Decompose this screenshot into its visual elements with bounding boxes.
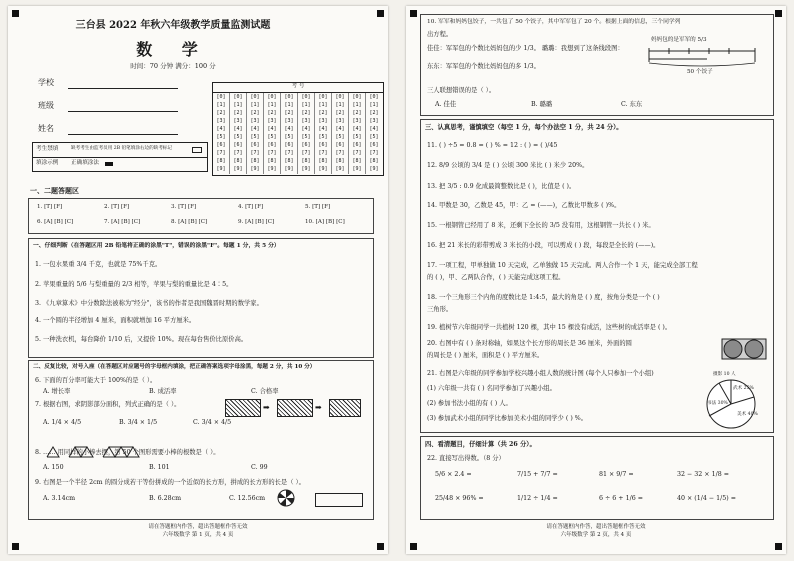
grid-column[interactable]: [0] [1] [2] [3] [4] [5] [6] [7] [8] [9] bbox=[281, 93, 298, 174]
example-label: 填涂示例 bbox=[36, 160, 59, 166]
choice-option: B. 6.28cm bbox=[149, 495, 182, 502]
example-text: 正确填涂法 bbox=[71, 160, 99, 166]
answer-item[interactable]: 5. [T] [F] bbox=[305, 204, 331, 210]
question-10-box bbox=[420, 14, 774, 116]
grid-column[interactable]: [0] [1] [2] [3] [4] [5] [6] [7] [8] [9] bbox=[298, 93, 315, 174]
answer-item[interactable]: 3. [T] [F] bbox=[171, 204, 197, 210]
grid-column[interactable]: [0] [1] [2] [3] [4] [5] [6] [7] [8] [9] bbox=[213, 93, 230, 174]
registration-mark bbox=[12, 543, 19, 550]
calc-item: 25/48 × 96% = bbox=[435, 495, 484, 502]
fill-item: 20. 右图中有 ( ) 条对称轴，如果这个长方形的周长是 36 厘米，外面的圆 bbox=[427, 340, 632, 347]
grid-header: 考 号 bbox=[213, 83, 383, 93]
q22-title: 22. 直接写出得数。（8 分） bbox=[427, 455, 505, 462]
choice-option: A. 3.14cm bbox=[43, 495, 76, 502]
subject-title: 数 学 bbox=[136, 40, 210, 59]
fill-item: 13. 把 3/5 : 0.9 化成最简整数比是 ( )，比值是 ( )。 bbox=[427, 183, 576, 190]
name-label: 姓名 bbox=[38, 124, 54, 133]
fill-item: 的 ( )，甲、乙两队合作，( ) 天能完成这项工程。 bbox=[427, 274, 565, 281]
registration-mark bbox=[775, 10, 782, 17]
hatched-rectangle-figure bbox=[277, 399, 313, 417]
fill-item: 的周长是 ( ) 厘米，面积是 ( ) 平方厘米。 bbox=[427, 352, 544, 359]
segment-diagram bbox=[647, 47, 757, 67]
judge-item: 5. 一种洗衣机，每台降价 1/10 后，又提价 10%。现在每台售价比原价高。 bbox=[35, 336, 248, 343]
section-choice-title: 二、反复比较，对号入座（在答题区对应题号的字母框内填涂，把正确答案选项字母涂黑，每题 2 分，共 10 分） bbox=[33, 364, 316, 370]
choice-option: B. 3/4 × 1/5 bbox=[119, 419, 158, 426]
triangle-sticks-figure bbox=[45, 445, 145, 459]
choice-option: A. 150 bbox=[43, 464, 64, 471]
arrow-icon: ➡ bbox=[315, 403, 322, 412]
section-judge bbox=[28, 238, 374, 358]
fill-item: 19. 植树节六年级同学一共植树 120 棵，其中 15 棵没有成活，这些树的成活率是 ( )。 bbox=[427, 324, 672, 331]
answer-item[interactable]: 2. [T] [F] bbox=[104, 204, 130, 210]
fill-item: 21. 右图是六年级的同学参加学校兴趣小组人数的统计图 (每个人只参加一个小组) bbox=[427, 370, 654, 377]
judge-item: 2. 苹果重量的 5/6 与梨重量的 2/3 相等，苹果与梨的重量比是 4∶5。 bbox=[35, 281, 233, 288]
choice-option: C. 合格率 bbox=[251, 388, 279, 395]
calc-item: 7/15 + 7/7 = bbox=[517, 471, 558, 478]
exam-title: 三台县 2022 年秋六年级教学质量监测试题 bbox=[75, 20, 271, 31]
exam-page-1 bbox=[8, 6, 388, 554]
pie-label: 武术 25% bbox=[733, 386, 754, 391]
section-calc-title: 四、看清题目，仔细计算（共 26 分）。 bbox=[425, 441, 536, 448]
calc-item: 5/6 × 2.4 = bbox=[435, 471, 472, 478]
calc-item: 81 × 9/7 = bbox=[599, 471, 634, 478]
line-diagram-label: 妈妈包的是军军的 5/3 bbox=[651, 37, 707, 43]
section-judge-title: 一、仔细判断（在答题区用 2B 铅笔将正确的涂黑"T"，错误的涂黑"F"。每题 1 分，共 5 分） bbox=[33, 243, 280, 249]
calc-item: 32 − 32 × 1/8 = bbox=[677, 471, 729, 478]
choice-option: C. 3/4 × 4/5 bbox=[193, 419, 232, 426]
fill-item: 三角形。 bbox=[427, 306, 453, 313]
answer-area[interactable] bbox=[28, 198, 374, 234]
notice-label: 考生禁填 bbox=[36, 146, 59, 152]
choice-option: A. 1/4 × 4/5 bbox=[43, 419, 82, 426]
registration-mark bbox=[775, 543, 782, 550]
choice-option: B. 101 bbox=[149, 464, 170, 471]
circle-sectors-figure bbox=[277, 489, 295, 507]
q10-line: 三人联想错误的是（ ）。 bbox=[427, 87, 496, 94]
fill-item: 17. 一项工程，甲单独做 10 天完成，乙单独做 15 天完成。两人合作一个 1 天，能完成全部工程 bbox=[427, 262, 698, 269]
pie-label: 美术 40% bbox=[737, 412, 758, 417]
calc-item: 1/12 ÷ 1/4 = bbox=[517, 495, 558, 502]
page-number: 六年级数学 第 2 页，共 4 页 bbox=[560, 532, 632, 538]
answer-item[interactable]: 8. [A] [B] [C] bbox=[171, 219, 208, 225]
filled-example-mark bbox=[105, 162, 113, 166]
fill-item: (3) 参加武术小组的同学比参加美术小组的同学少 ( ) %。 bbox=[427, 415, 588, 422]
grid-column[interactable]: [0] [1] [2] [3] [4] [5] [6] [7] [8] [9] bbox=[230, 93, 247, 174]
answer-item[interactable]: 6. [A] [B] [C] bbox=[37, 219, 74, 225]
name-input-line[interactable] bbox=[68, 134, 178, 135]
answer-item[interactable]: 9. [A] [B] [C] bbox=[238, 219, 275, 225]
footer-notice: 请在答题框内作答，超出答题框作答无效 bbox=[546, 524, 646, 530]
section-fill-title: 三、认真思考，谨慎填空（每空 1 分，每个办法空 1 分，共 24 分）。 bbox=[425, 124, 623, 131]
fill-item: 16. 把 21 米长的彩带剪成 3 米长的小段，可以剪成 ( ) 段，每段是全长的 (——)。 bbox=[427, 242, 660, 249]
fill-item: 12. 8/9 公顷的 3/4 是 ( ) 公顷 300 米比 ( ) 米少 20%。 bbox=[427, 162, 589, 169]
choice-question: 7. 根据右图，求阴影部分面积，列式正确的是（ ）。 bbox=[35, 401, 181, 408]
grid-column[interactable]: [0] [1] [2] [3] [4] [5] [6] [7] [8] [9] bbox=[315, 93, 332, 174]
class-input-line[interactable] bbox=[68, 111, 178, 112]
fill-item: (1) 六年级一共有 ( ) 名同学参加了兴趣小组。 bbox=[427, 385, 556, 392]
grid-column[interactable]: [0] [1] [2] [3] [4] [5] [6] [7] [8] [9] bbox=[349, 93, 366, 174]
q10-option: C. 东东 bbox=[621, 101, 643, 108]
pie-label: 书法 30% bbox=[707, 401, 728, 406]
page-number: 六年级数学 第 1 页，共 4 页 bbox=[162, 532, 234, 538]
class-label: 班级 bbox=[38, 101, 54, 110]
hatched-rectangle-figure bbox=[329, 399, 361, 417]
arrow-icon: ➡ bbox=[263, 403, 270, 412]
choice-option: C. 12.56cm bbox=[229, 495, 266, 502]
footer-notice: 请在答题框内作答，超出答题框作答无效 bbox=[148, 524, 248, 530]
q10-line: 东东：军军包的个数比妈妈包的多 1/3。 bbox=[427, 63, 540, 70]
choice-question: 8. …… 用同样的小棒去摆，第 50 个图形需要小棒的根数是（ ）。 bbox=[35, 449, 220, 456]
choice-option: B. 成活率 bbox=[149, 388, 177, 395]
judge-item: 4. 一个圆的半径增加 4 厘米，面积就增加 16 平方厘米。 bbox=[35, 317, 196, 324]
notice-box bbox=[32, 142, 208, 172]
answer-item[interactable]: 10. [A] [B] [C] bbox=[305, 219, 345, 225]
registration-mark bbox=[410, 543, 417, 550]
pie-label: 摄影 10 人 bbox=[713, 372, 736, 377]
notice-text: 缺考考生由监考员用 2B 铅笔填涂右边的缺考标记 bbox=[71, 146, 173, 151]
exam-page-2 bbox=[406, 6, 786, 554]
grid-column[interactable]: [0] [1] [2] [3] [4] [5] [6] [7] [8] [9] bbox=[369, 94, 379, 172]
q10-text: 10. 军军和妈妈包饺子，一共包了 50 个饺子，其中军军包了 20 个。根据上面的信息，三个同学列 bbox=[427, 19, 681, 25]
answer-item[interactable]: 4. [T] [F] bbox=[238, 204, 264, 210]
answer-area-title: 一、二题答题区 bbox=[30, 186, 79, 195]
fill-item: 14. 甲数是 30，乙数是 45，甲：乙 = (——)，乙数比甲数多 ( )%。 bbox=[427, 202, 621, 209]
registration-mark bbox=[377, 10, 384, 17]
school-label: 学校 bbox=[38, 78, 54, 87]
q10-option: A. 佳佳 bbox=[435, 101, 457, 108]
school-input-line[interactable] bbox=[68, 88, 178, 89]
judge-item: 3. 《九章算术》中分数除法被称为"经分"，该书的作者是我国魏晋时期的数学家。 bbox=[35, 300, 263, 307]
section-calculation bbox=[420, 436, 774, 520]
grid-column[interactable]: [0] [1] [2] [3] [4] [5] [6] [7] [8] [9] bbox=[332, 93, 349, 174]
fill-item: 15. 一根钢管已经用了 8 米，还剩下全长的 3/5 没有用，这根钢管一共长 ( ) 米。 bbox=[427, 222, 655, 229]
calc-item: 6 ÷ 6 + 1/6 = bbox=[599, 495, 643, 502]
q10-option: B. 璐璐 bbox=[531, 101, 553, 108]
registration-mark bbox=[377, 543, 384, 550]
choice-question: 6. 下面的百分率可能大于 100%的是（ ）。 bbox=[35, 377, 157, 384]
choice-question: 9. 右图是一个半径 2cm 的圆分成若干等份拼成的一个近似的长方形，拼成的长方形的长是（ ）。 bbox=[35, 479, 305, 486]
absent-checkbox[interactable] bbox=[192, 147, 202, 153]
choice-option: A. 增长率 bbox=[43, 388, 71, 395]
exam-number-grid[interactable] bbox=[212, 82, 384, 176]
registration-mark bbox=[12, 10, 19, 17]
grid-column[interactable]: [0] [1] [2] [3] [4] [5] [6] [7] [8] [9] bbox=[247, 93, 264, 174]
choice-option: C. 99 bbox=[251, 464, 268, 471]
section-fill-in bbox=[420, 119, 774, 433]
fill-item: (2) 参加书法小组的有 ( ) 人。 bbox=[427, 400, 512, 407]
fill-item: 18. 一个三角形三个内角的度数比是 1:4:5，最大的角是 ( ) 度，按角分类是一个 ( ) bbox=[427, 294, 660, 301]
fill-item: 11. ( ) ÷5 = 0.8 = ( ) % = 12 : ( ) = ( )/45 bbox=[427, 142, 558, 149]
judge-item: 1. 一包水果重 3/4 千克，也就是 75%千克。 bbox=[35, 261, 162, 268]
answer-item[interactable]: 7. [A] [B] [C] bbox=[104, 219, 141, 225]
section-choice bbox=[28, 360, 374, 520]
answer-item[interactable]: 1. [T] [F] bbox=[37, 204, 63, 210]
line-diagram-total: 50 个饺子 bbox=[687, 69, 713, 75]
time-score-info: 时间：70 分钟 满分：100 分 bbox=[130, 62, 216, 70]
registration-mark bbox=[410, 10, 417, 17]
grid-column[interactable]: [0] [1] [2] [3] [4] [5] [6] [7] [8] [9] bbox=[264, 93, 281, 174]
q10-line: 出方程。 bbox=[427, 31, 453, 38]
q10-line: 佳佳：军军包的个数比妈妈包的少 1/3。 璐璐：我想到了这条线段图： bbox=[427, 45, 624, 52]
hatched-rectangle-figure bbox=[225, 399, 261, 417]
rectangle-figure bbox=[315, 493, 363, 507]
calc-item: 40 × (1/4 − 1/5) = bbox=[677, 495, 737, 502]
rectangle-circles-figure bbox=[721, 338, 767, 360]
